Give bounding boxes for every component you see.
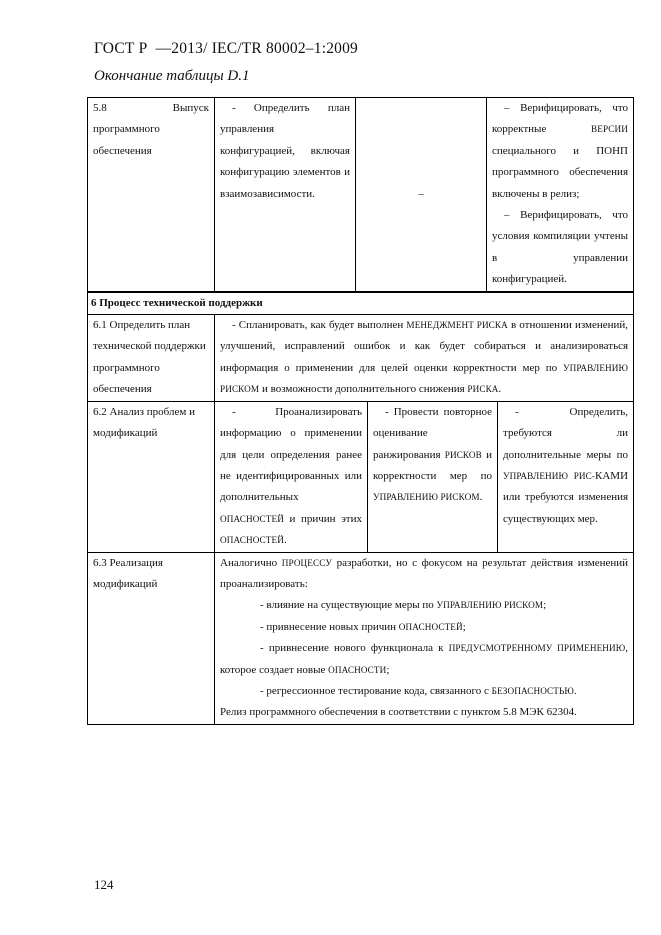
section-title: 6 Процесс технической поддержки xyxy=(88,292,634,314)
page-number: 124 xyxy=(94,877,114,892)
row-6-3-description-cell xyxy=(215,552,634,724)
row-6-2-number-cell: 6.2 Анализ проблем и модификаций xyxy=(88,401,215,552)
list-item: - привнесение нового функционала к ПРЕДУСМОТРЕННОМУ ПРИМЕНЕНИЮ, которое создает новые ОПАСНОСТИ; xyxy=(220,642,629,676)
row-6-3-number-cell: 6.3 Реализация модификаций xyxy=(88,552,215,724)
verify-item-versions: – Верифицировать, что корректные ВЕРСИИ специального и ПОНП программного обеспечения включены в релиз; xyxy=(492,102,628,200)
table-row-5-8 xyxy=(87,97,634,292)
row-6-2-determine-cell: - Определить, требуются ли дополнительные меры по УПРАВЛЕНИЮ РИС-КАМИ или требуются изменения существующих мер. xyxy=(498,401,634,552)
row-5-8-number-cell: 5.8 Выпуск программного обеспечения xyxy=(88,98,215,292)
row-5-8-plan-cell: - Определить план управления конфигурацией, включая конфигурацию элементов и взаимозависимости. xyxy=(215,98,356,292)
row-6-1-description-cell: - Спланировать, как будет выполнен МЕНЕДЖМЕНТ РИСКА в отношении изменений, улучшений, исправлений ошибок и как будет собираться и анализироваться информация о применении для целей оценки корректности мер по УПРАВЛЕНИЮ РИСКОМ и возможности дополнительного снижения РИСКА. xyxy=(215,315,634,402)
table-section-6 xyxy=(87,292,634,725)
list-item: - привнесение новых причин ОПАСНОСТЕЙ; xyxy=(260,620,466,633)
row-6-3-release-note: Релиз программного обеспечения в соответствии с пунктом 5.8 МЭК 62304. xyxy=(220,706,577,719)
table-continuation-title: Окончание таблицы D.1 xyxy=(94,68,250,84)
row-5-8-verify-cell xyxy=(487,98,634,292)
standard-header: ГОСТ Р —2013/ IEC/TR 80002–1:2009 xyxy=(94,40,359,57)
table-row xyxy=(88,552,634,724)
verify-item-compilation: – Верифицировать, что условия компиляции учтены в управлении конфигурацией. xyxy=(492,209,628,286)
table-row xyxy=(88,315,634,402)
document-body xyxy=(87,97,633,725)
table-row xyxy=(88,292,634,314)
row-5-8-empty-cell: – xyxy=(356,98,487,292)
row-6-2-reassess-cell: - Провести повторное оценивание ранжирования РИСКОВ и корректности мер по УПРАВЛЕНИЮ РИСКОМ. xyxy=(368,401,498,552)
row-6-3-intro: Аналогично ПРОЦЕССУ разработки, но с фокусом на результат действия изменений проанализировать: xyxy=(220,556,629,590)
row-6-2-analyze-cell: - Проанализировать информацию о применении для цели определения ранее не идентифицированных или дополнительных ОПАСНОСТЕЙ и причин этих ОПАСНОСТЕЙ. xyxy=(215,401,368,552)
row-6-1-number-cell: 6.1 Определить план технической поддержки программного обеспечения xyxy=(88,315,215,402)
list-item: - регрессионное тестирование кода, связанного с БЕЗОПАСНОСТЬЮ. xyxy=(260,684,577,697)
table-row xyxy=(88,98,634,292)
table-row xyxy=(88,401,634,552)
list-item: - влияние на существующие меры по УПРАВЛЕНИЮ РИСКОМ; xyxy=(260,599,547,612)
